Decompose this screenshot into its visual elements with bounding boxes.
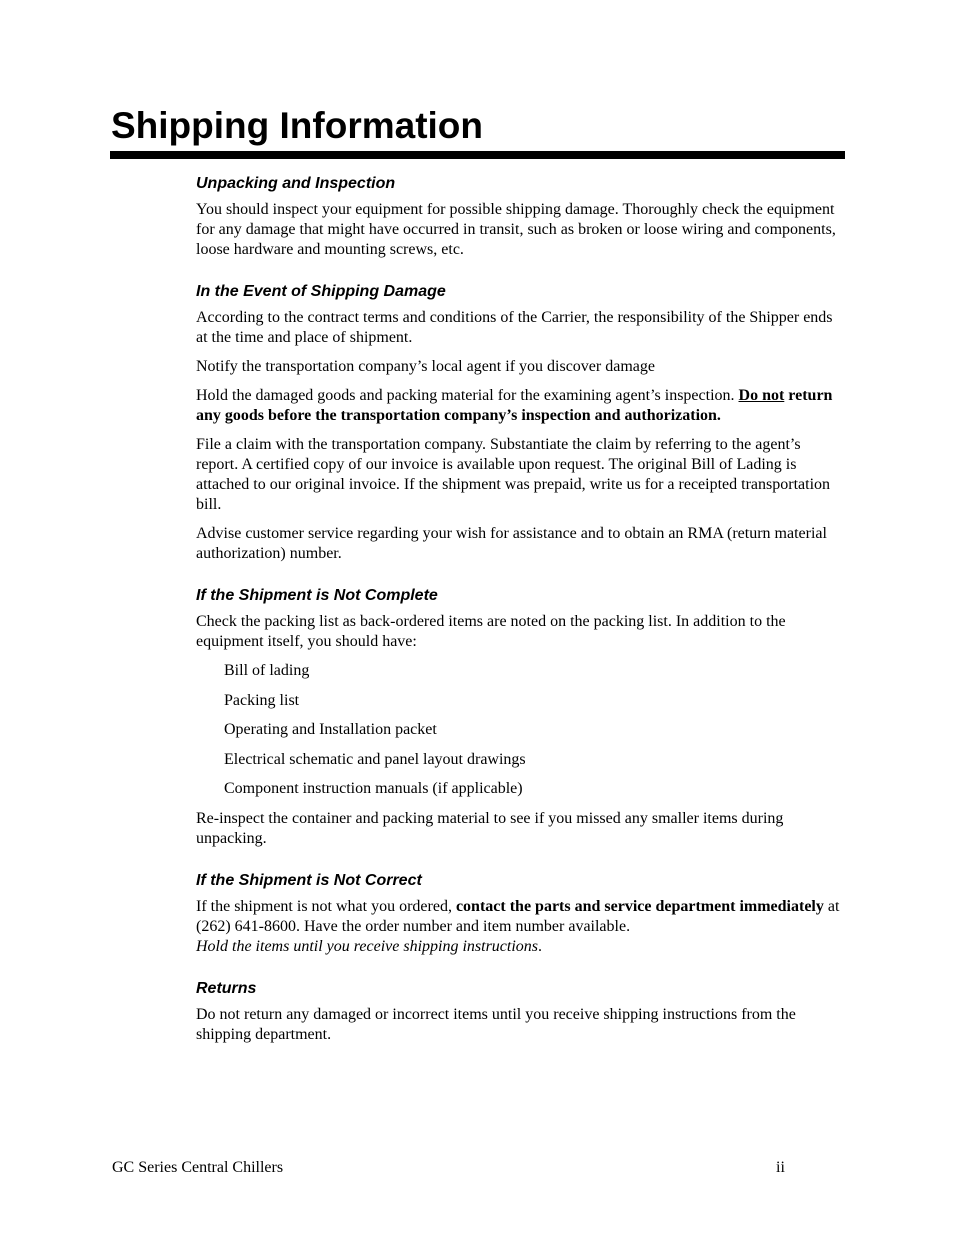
paragraph-text: If the shipment is not what you ordered, bbox=[196, 897, 456, 915]
paragraph: Notify the transportation company’s local agent if you discover damage bbox=[196, 358, 655, 375]
paragraph: Do not return any damaged or incorrect items until you receive shipping instructions from the shipping department. bbox=[196, 1005, 796, 1043]
footer-document-title: GC Series Central Chillers bbox=[112, 1159, 284, 1176]
page-content bbox=[196, 174, 844, 1054]
section-heading: If the Shipment is Not Correct bbox=[196, 871, 422, 889]
paragraph: According to the contract terms and conditions of the Carrier, the responsibility of the Shipper ends at the time and place of shipment. bbox=[196, 309, 833, 346]
paragraph-text: at (262) 641-8600. Have the order number and item number available. bbox=[196, 897, 840, 935]
section-heading: Unpacking and Inspection bbox=[196, 175, 396, 192]
list-item: Component instruction manuals (if applicable) bbox=[224, 780, 523, 797]
list-item: Bill of lading bbox=[224, 662, 310, 679]
section-unpacking bbox=[196, 174, 844, 260]
section-not-complete bbox=[196, 586, 844, 849]
title-rule bbox=[110, 151, 845, 159]
paragraph: You should inspect your equipment for possible shipping damage. Thoroughly check the equipment for any damage that might have occurred in transit, such as broken or loose wiring and components, loose hardware and mounting screws, etc. bbox=[196, 201, 836, 258]
section-not-correct bbox=[196, 871, 844, 957]
list-item: Operating and Installation packet bbox=[224, 721, 437, 738]
section-heading: Returns bbox=[196, 979, 257, 997]
footer-page-number: ii bbox=[776, 1159, 785, 1176]
section-heading: If the Shipment is Not Complete bbox=[196, 587, 438, 604]
paragraph-text: Hold the damaged goods and packing material for the examining agent’s inspection. bbox=[196, 387, 739, 404]
paragraph: Check the packing list as back-ordered items are noted on the packing list. In addition to the equipment itself, you should have: bbox=[196, 613, 786, 650]
checklist bbox=[196, 661, 844, 799]
emphasis-underlined: Do not bbox=[738, 387, 785, 404]
section-shipping-damage bbox=[196, 282, 844, 564]
paragraph bbox=[196, 897, 844, 957]
list-item: Packing list bbox=[224, 691, 300, 709]
emphasis-italic: Hold the items until you receive shipping instructions bbox=[196, 937, 539, 955]
paragraph: Re-inspect the container and packing material to see if you missed any smaller items during unpacking. bbox=[196, 809, 784, 847]
paragraph: Advise customer service regarding your wish for assistance and to obtain an RMA (return material authorization) number. bbox=[196, 525, 827, 562]
emphasis-bold: contact the parts and service department immediately bbox=[455, 897, 824, 915]
paragraph-text: . bbox=[538, 937, 543, 955]
list-item: Electrical schematic and panel layout drawings bbox=[224, 750, 526, 768]
section-heading: In the Event of Shipping Damage bbox=[196, 283, 446, 300]
page-title: Shipping Information bbox=[111, 105, 484, 146]
paragraph bbox=[196, 386, 844, 426]
paragraph: File a claim with the transportation company. Substantiate the claim by referring to the agent’s report. A certified copy of our invoice is available upon request. The original Bill of Lading is attached to our original invoice. If the shipment was prepaid, write us for a receipted transportation bill. bbox=[196, 436, 831, 513]
emphasis-bold: return any goods before the transportation company’s inspection and authorization. bbox=[196, 387, 833, 424]
section-returns bbox=[196, 979, 844, 1045]
